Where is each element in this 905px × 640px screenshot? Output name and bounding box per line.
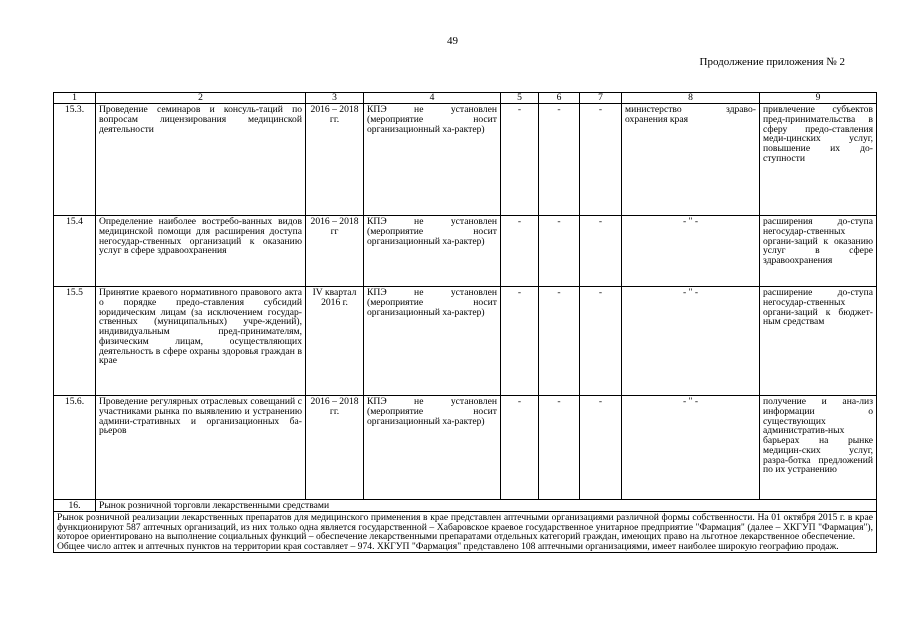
col5-cell: - bbox=[501, 216, 539, 287]
section-paragraph: Общее число аптек и аптечных пунктов на территории края составляет – 974. ХКГУП "Фармация" представлено 108 аптечными организациями, имеет наиболее широкую географию продаж. bbox=[57, 541, 839, 553]
kpe-cell: КПЭ не установлен (мероприятие носит организационный ха-рактер) bbox=[364, 287, 501, 396]
column-number-row bbox=[54, 93, 877, 104]
period-cell: 2016 – 2018 гг. bbox=[306, 104, 364, 216]
section-title: Рынок розничной торговли лекарственными средствами bbox=[96, 500, 877, 512]
col-header: 9 bbox=[760, 93, 877, 104]
row-number: 15.6. bbox=[54, 396, 96, 500]
page-number: 49 bbox=[447, 35, 458, 47]
kpe-cell: КПЭ не установлен (мероприятие носит организационный ха-рактер) bbox=[364, 104, 501, 216]
responsible-cell: - " - bbox=[622, 287, 760, 396]
period-cell: 2016 – 2018 гг. bbox=[306, 396, 364, 500]
col-header: 6 bbox=[539, 93, 580, 104]
col6-cell: - bbox=[539, 104, 580, 216]
col-header: 4 bbox=[364, 93, 501, 104]
period-cell: IV квартал 2016 г. bbox=[306, 287, 364, 396]
period-cell: 2016 – 2018 гг bbox=[306, 216, 364, 287]
col7-cell: - bbox=[580, 396, 622, 500]
measure-cell: Проведение семинаров и консуль-таций по вопросам лицензирования медицинской деятельности bbox=[96, 104, 306, 216]
section-number: 16. bbox=[54, 500, 96, 512]
table-row bbox=[54, 104, 877, 216]
table-row bbox=[54, 216, 877, 287]
section-text bbox=[54, 511, 877, 552]
measure-cell: Определение наиболее востребо-ванных видов медицинской помощи для расширения доступа негосудар-ственных организаций к оказанию услуг в сфере здравоохранения bbox=[96, 216, 306, 287]
col-header: 3 bbox=[306, 93, 364, 104]
row-number: 15.4 bbox=[54, 216, 96, 287]
measure-cell: Проведение регулярных отраслевых совещаний с участниками рынка по выявлению и устранению админи-стративных и организационных ба-рьеров bbox=[96, 396, 306, 500]
measures-table bbox=[53, 92, 877, 553]
responsible-cell: - " - bbox=[622, 216, 760, 287]
col-header: 1 bbox=[54, 93, 96, 104]
kpe-cell: КПЭ не установлен (мероприятие носит организационный ха-рактер) bbox=[364, 216, 501, 287]
col-header: 7 bbox=[580, 93, 622, 104]
responsible-cell: министерство здраво-охранения края bbox=[622, 104, 760, 216]
responsible-cell: - " - bbox=[622, 396, 760, 500]
col-header: 2 bbox=[96, 93, 306, 104]
col7-cell: - bbox=[580, 104, 622, 216]
row-number: 15.3. bbox=[54, 104, 96, 216]
col5-cell: - bbox=[501, 104, 539, 216]
result-cell: расширение до-ступа негосудар-ственных органи-заций к бюджет-ным средствам bbox=[760, 287, 877, 396]
col6-cell: - bbox=[539, 216, 580, 287]
col5-cell: - bbox=[501, 287, 539, 396]
col-header: 8 bbox=[622, 93, 760, 104]
result-cell: расширения до-ступа негосудар-ственных органи-заций к оказанию услуг в сфере здравоохранения bbox=[760, 216, 877, 287]
measure-cell: Принятие краевого нормативного правового акта о порядке предо-ставления субсидий юридическим лицам (за исключением государ-ственных (муниципальных) учре-ждений), индивидуальным пред-принимателям, физическим лицам, осуществляющих деятельность в сфере охраны здоровья граждан в крае bbox=[96, 287, 306, 396]
col6-cell: - bbox=[539, 396, 580, 500]
table-row bbox=[54, 287, 877, 396]
section-paragraph: Рынок розничной реализации лекарственных препаратов для медицинского применения в крае представлен аптечными организациями различной формы собственности. На 01 октября 2015 г. в крае функционируют 587 аптечных организаций, из них только одна является государственной – Хабаровское краевое государственное унитарное предприятие "Фармация" (далее – ХКГУП "Фармация"), которое ориентировано на выполнение социальных функций – обеспечение лекарственными препаратами отдельных категорий граждан, имеющих право на льготное лекарственное обеспечение. bbox=[57, 511, 873, 543]
table-row bbox=[54, 396, 877, 500]
col6-cell: - bbox=[539, 287, 580, 396]
col7-cell: - bbox=[580, 287, 622, 396]
col5-cell: - bbox=[501, 396, 539, 500]
row-number: 15.5 bbox=[54, 287, 96, 396]
kpe-cell: КПЭ не установлен (мероприятие носит организационный ха-рактер) bbox=[364, 396, 501, 500]
col-header: 5 bbox=[501, 93, 539, 104]
result-cell: получение и ана-лиз информации о существующих административ-ных барьерах на рынке медицин-ских услуг, разра-ботка предложений по их устранению bbox=[760, 396, 877, 500]
section-header-row bbox=[54, 500, 877, 512]
result-cell: привлечение субъектов пред-принимательства в сферу предо-ставления меди-цинских услуг, повышение их до-ступности bbox=[760, 104, 877, 216]
continuation-title: Продолжение приложения № 2 bbox=[699, 56, 845, 68]
col7-cell: - bbox=[580, 216, 622, 287]
section-text-row bbox=[54, 511, 877, 552]
